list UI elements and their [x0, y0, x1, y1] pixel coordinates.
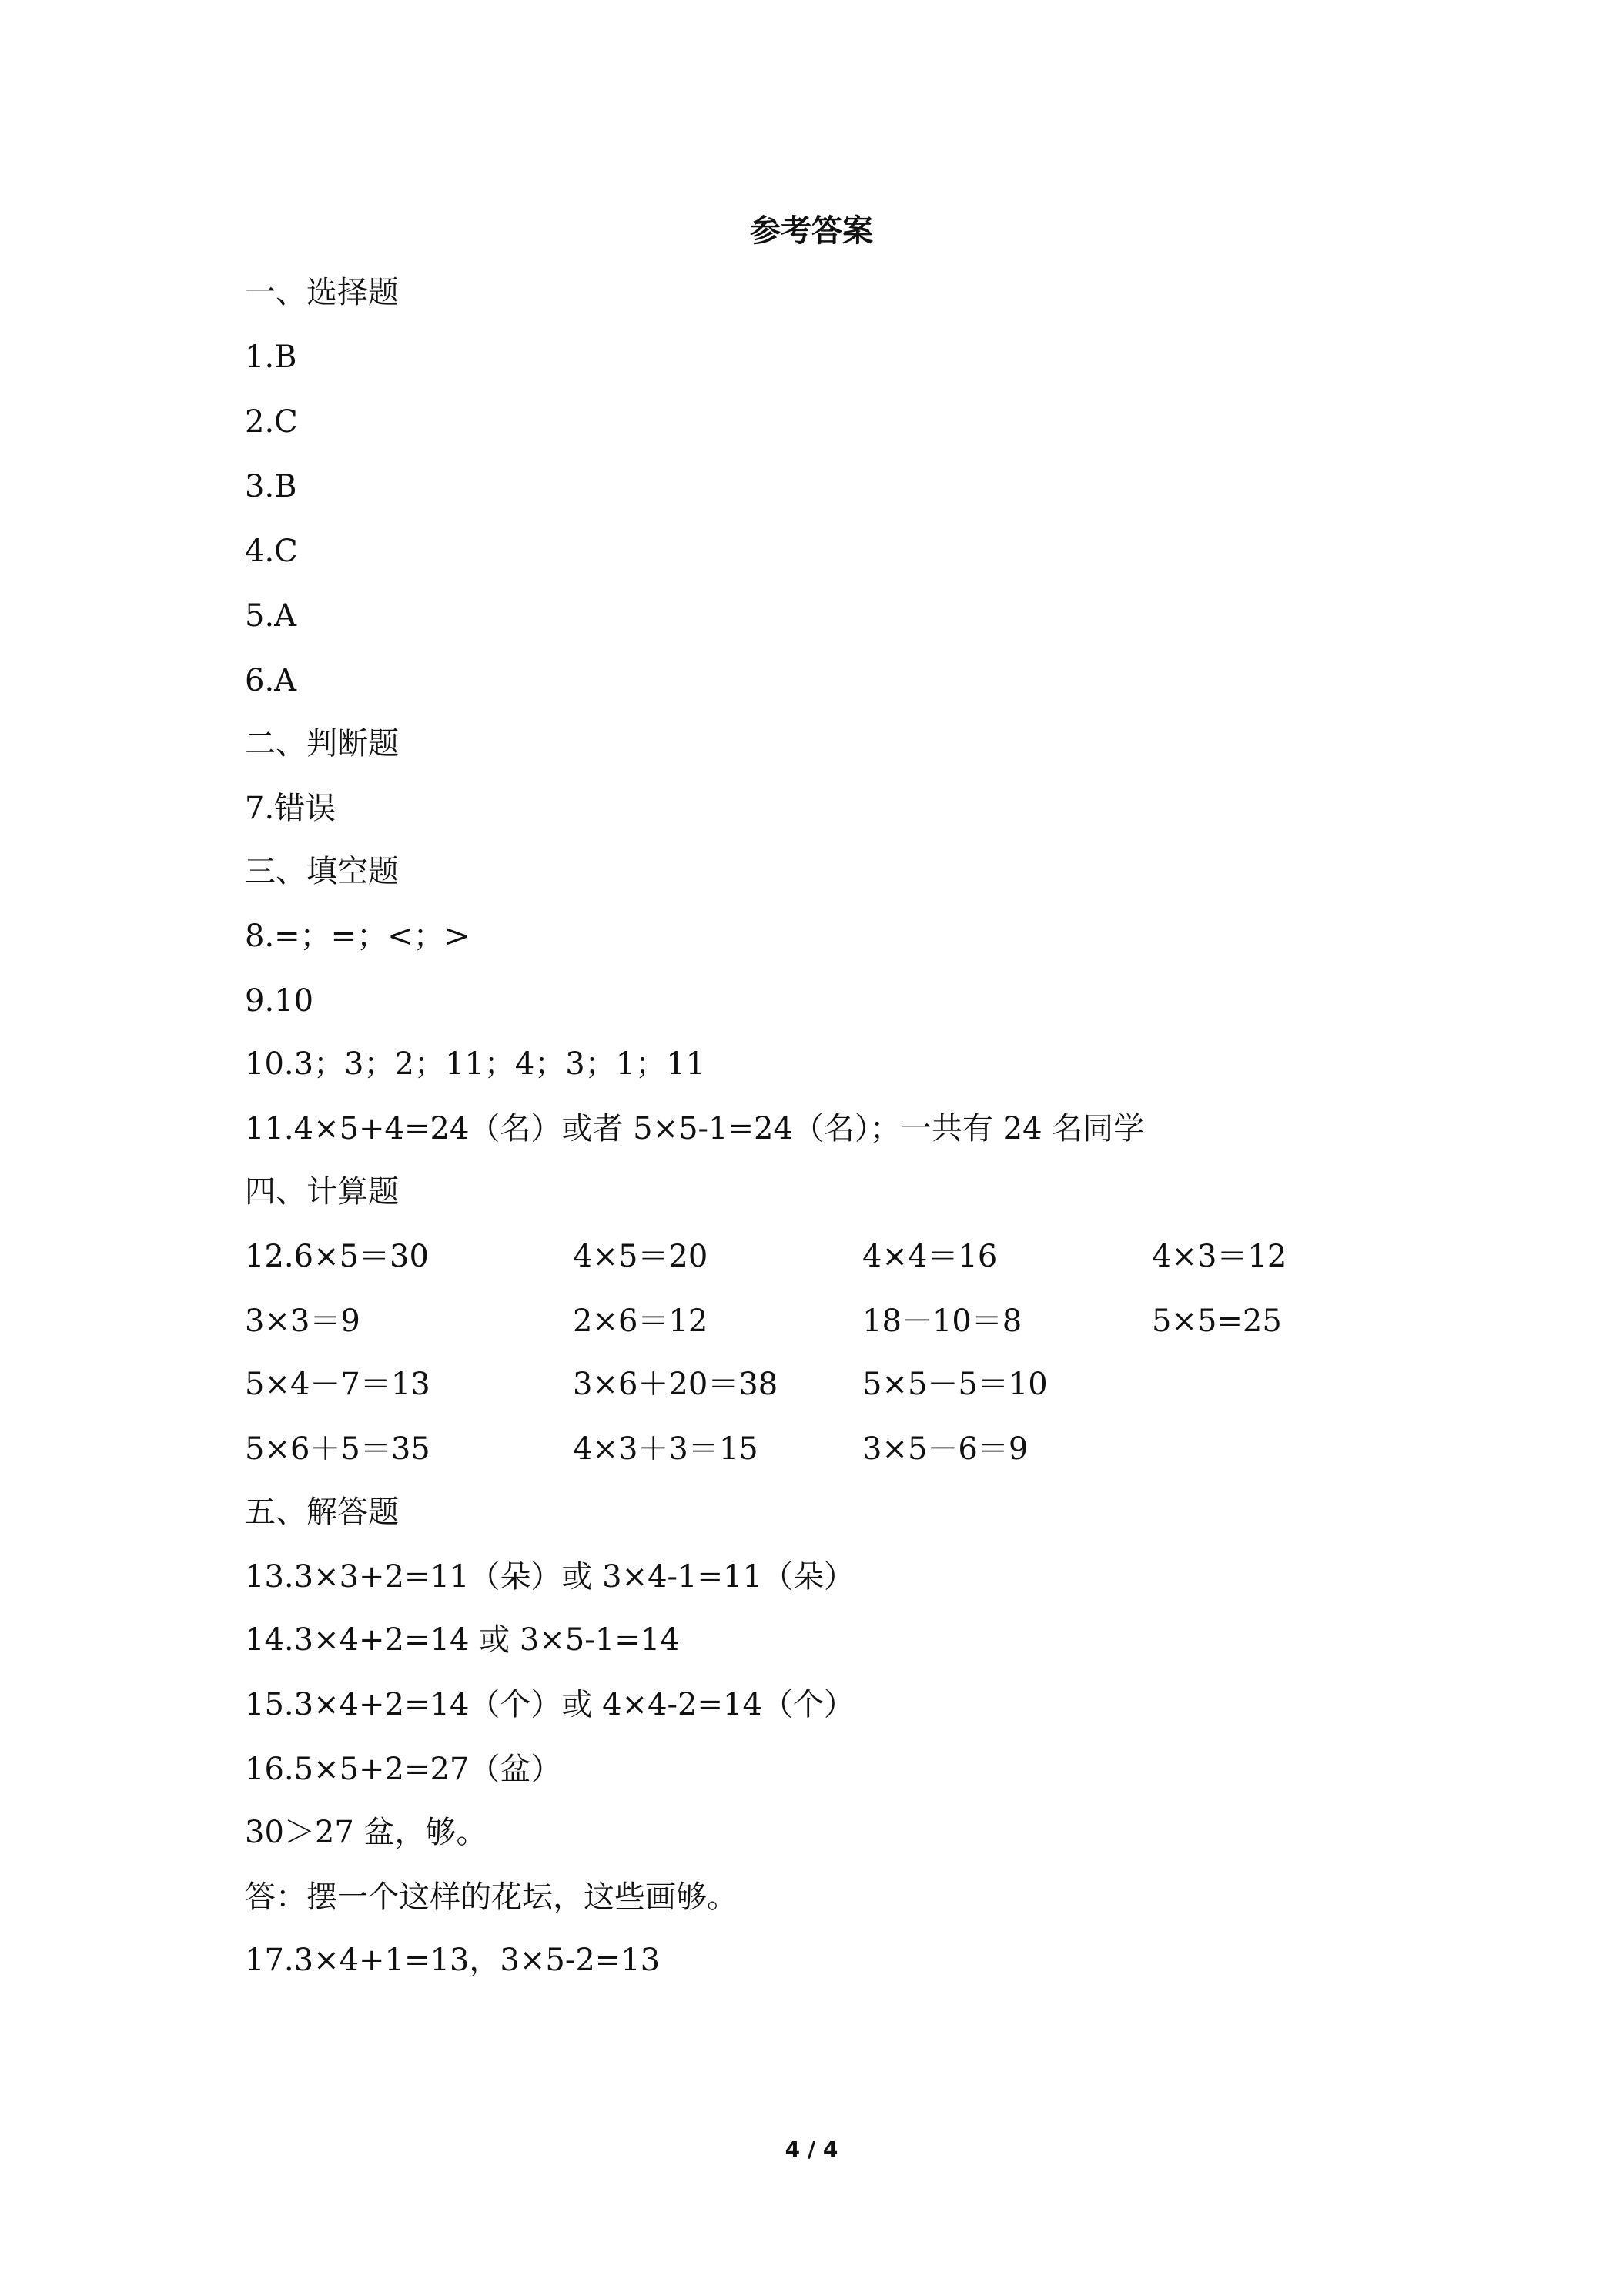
answer-item: 10.3；3；2；11；4；3；1；11 — [245, 1046, 706, 1082]
answer-item: 答：摆一个这样的花坛，这些画够。 — [245, 1879, 738, 1915]
answer-item: 3.B — [245, 469, 297, 504]
calc-cell: 5×6＋5＝35 — [245, 1431, 430, 1467]
calc-cell: 5×5－5＝10 — [862, 1367, 1048, 1402]
calc-cell: 5×4－7＝13 — [245, 1367, 430, 1402]
answer-item: 9.10 — [245, 983, 314, 1019]
calc-cell: 3×6＋20＝38 — [573, 1367, 778, 1402]
answer-item: 8.=；=；<；> — [245, 919, 470, 954]
answer-item: 17.3×4+1=13，3×5-2=13 — [245, 1943, 661, 1978]
answer-item: 4.C — [245, 534, 298, 569]
page-number: 4 / 4 — [785, 2137, 838, 2162]
calc-row — [0, 1363, 1623, 1406]
calc-row — [0, 1235, 1623, 1278]
answer-item: 7.错误 — [245, 791, 336, 826]
calc-cell: 3×5－6＝9 — [862, 1431, 1029, 1467]
answer-item: 13.3×3+2=11（朵）或 3×4-1=11（朵） — [245, 1559, 855, 1595]
answer-item: 15.3×4+2=14（个）或 4×4-2=14（个） — [245, 1687, 855, 1722]
section-heading-choice: 一、选择题 — [245, 275, 399, 310]
calc-row — [0, 1300, 1623, 1343]
answer-item: 30＞27 盆，够。 — [245, 1815, 487, 1850]
calc-cell: 3×3＝9 — [245, 1304, 360, 1339]
section-heading-solve: 五、解答题 — [245, 1494, 399, 1530]
calc-cell: 4×3＋3＝15 — [573, 1431, 758, 1467]
page-title: 参考答案 — [750, 213, 873, 249]
calc-cell: 2×6＝12 — [573, 1304, 708, 1339]
section-heading-judgment: 二、判断题 — [245, 726, 399, 761]
calc-cell: 4×4＝16 — [862, 1239, 998, 1274]
answer-item: 6.A — [245, 663, 297, 698]
answer-item: 14.3×4+2=14 或 3×5-1=14 — [245, 1622, 680, 1658]
answer-item: 1.B — [245, 340, 297, 375]
calc-cell: 5×5=25 — [1152, 1304, 1282, 1339]
answer-item: 11.4×5+4=24（名）或者 5×5-1=24（名）；一共有 24 名同学 — [245, 1111, 1145, 1146]
calc-cell: 4×5＝20 — [573, 1239, 708, 1274]
calc-cell: 4×3＝12 — [1152, 1239, 1287, 1274]
section-heading-calculation: 四、计算题 — [245, 1174, 399, 1210]
calc-cell: 12.6×5＝30 — [245, 1239, 429, 1274]
calc-row — [0, 1427, 1623, 1471]
answer-item: 5.A — [245, 598, 297, 634]
calc-cell: 18－10＝8 — [862, 1304, 1022, 1339]
answer-item: 16.5×5+2=27（盆） — [245, 1752, 562, 1787]
answer-item: 2.C — [245, 404, 298, 440]
section-heading-fill-blank: 三、填空题 — [245, 854, 399, 889]
